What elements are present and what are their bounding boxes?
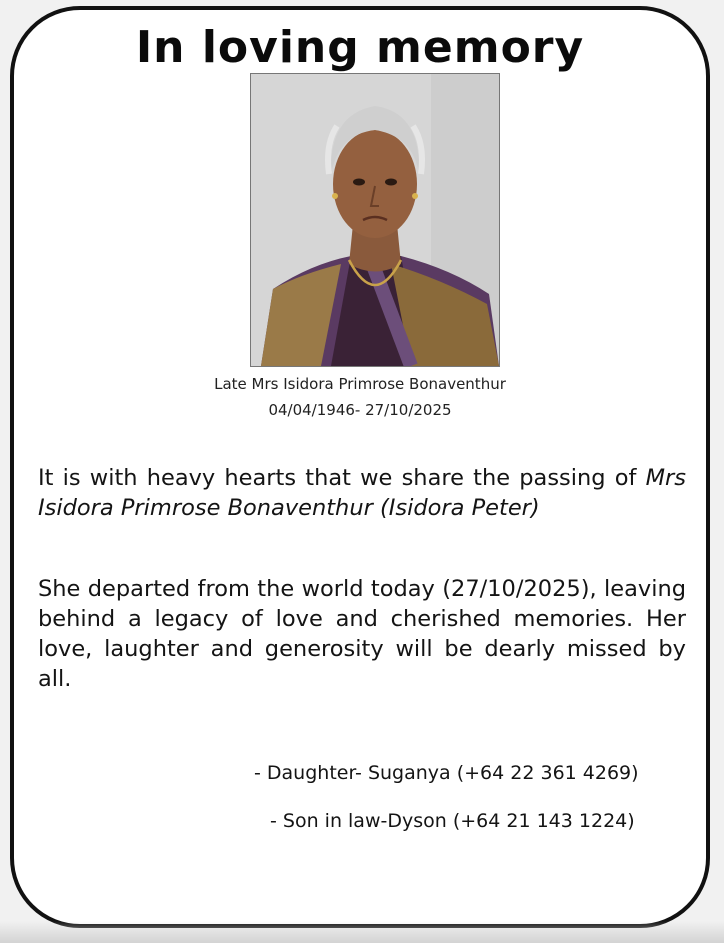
deceased-name-caption: Late Mrs Isidora Primrose Bonaventhur: [214, 375, 506, 393]
deceased-full-name: Mrs Isidora Primrose Bonaventhur (Isidora Peter): [38, 465, 686, 521]
portrait-illustration: [251, 74, 499, 366]
announcement-paragraph: [38, 463, 686, 523]
memorial-title: In loving memory: [135, 22, 585, 73]
blank-area: [239, 836, 669, 916]
portrait-photo: [250, 73, 500, 367]
signature-son-in-law: - Son in law-Dyson (+64 21 143 1224): [270, 810, 635, 832]
bottom-shadow: [0, 921, 724, 943]
signature-daughter: - Daughter- Suganya (+64 22 361 4269): [254, 762, 639, 784]
memorial-card: [10, 6, 710, 928]
tribute-paragraph: She departed from the world today (27/10/2025), leaving behind a legacy of love and cherished memories. Her love, laughter and generosity will be dearly missed by all.: [38, 576, 686, 692]
announcement-lead-text: It is with heavy hearts that we share the passing of: [38, 465, 646, 491]
life-dates-caption: 04/04/1946- 27/10/2025: [268, 401, 452, 419]
